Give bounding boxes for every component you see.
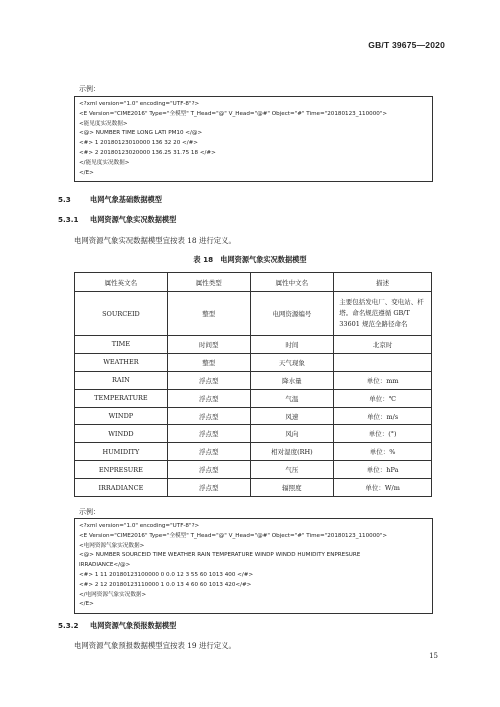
section-heading-5-3-1	[58, 215, 176, 225]
table-row	[75, 479, 432, 497]
xml-example-grid-weather	[74, 518, 433, 614]
example-label: 示例：	[79, 85, 100, 93]
section-title: 电网资源气象预报数据模型	[90, 621, 177, 630]
section-title: 电网资源气象实况数据模型	[90, 215, 177, 224]
table-cell: 风向	[250, 425, 334, 443]
section-heading-5-3	[58, 195, 162, 205]
table-cell: 浮点型	[167, 371, 250, 389]
code-line: <#> 2 12 20180123110000 1 0.0 13 4 60 60 1013 420</#>	[79, 581, 252, 588]
table-cell: 时间型	[167, 336, 250, 354]
paragraph-table18-intro: 电网资源气象实况数据模型宜按表 18 进行定义。	[74, 236, 236, 245]
table-cell: 时间	[250, 336, 334, 354]
table-row	[75, 371, 432, 389]
code-line: </E>	[79, 601, 94, 608]
page-number: 15	[429, 652, 438, 660]
table-cell: 气温	[250, 389, 334, 407]
code-line: <#> 2 20180123020000 136.25 31.75 18 </#>	[79, 149, 216, 156]
code-line: <?xml version="1.0" encoding="UTF-8"?>	[79, 101, 200, 107]
example-label: 示例：	[79, 508, 100, 516]
table-cell: IRRADIANCE	[75, 479, 168, 497]
table-cell: 单位：W/m	[334, 479, 432, 497]
table-cell: 风速	[250, 407, 334, 425]
table-cell: 北京时	[334, 336, 432, 354]
table-cell: 整型	[167, 292, 250, 336]
code-line: <能见度实况数据>	[79, 120, 128, 127]
paragraph-table19-intro: 电网资源气象预报数据模型宜按表 19 进行定义。	[74, 641, 236, 650]
table-cell: 浮点型	[167, 407, 250, 425]
code-line: <#> 1 11 20180123100000 0 0.0 12 3 55 60 1013 400 </#>	[79, 571, 254, 578]
table-cell: HUMIDITY	[75, 443, 168, 461]
table-cell: 相对湿度(RH)	[250, 443, 334, 461]
table-cell: 浮点型	[167, 425, 250, 443]
table-cell: 浮点型	[167, 479, 250, 497]
table-cell: TIME	[75, 336, 168, 354]
table-18	[74, 272, 432, 497]
table-cell: WINDP	[75, 407, 168, 425]
table-cell: 单位：(°)	[334, 425, 432, 443]
section-number: 5.3.1	[58, 215, 79, 224]
table-cell: 气压	[250, 461, 334, 479]
code-line: IRRADIANCE</@>	[79, 562, 131, 569]
code-line: <#> 1 20180123010000 136 32 20 </#>	[79, 140, 198, 147]
section-title: 电网气象基础数据模型	[90, 195, 162, 204]
code-line: </能见度实况数据>	[79, 159, 130, 166]
standard-code: GB/T 39675—2020	[368, 40, 445, 50]
section-number: 5.3.2	[58, 621, 79, 630]
table-cell: 单位：hPa	[334, 461, 432, 479]
table-row	[75, 443, 432, 461]
code-line: <@> NUMBER SOURCEID TIME WEATHER RAIN TEMPERATURE WINDP WINDD HUMIDITY ENPRESURE	[79, 552, 361, 559]
table-cell: 天气现象	[250, 353, 334, 371]
table-cell: TEMPERATURE	[75, 389, 168, 407]
table-cell: 浮点型	[167, 389, 250, 407]
table-cell: 浮点型	[167, 443, 250, 461]
column-header: 属性英文名	[75, 273, 168, 292]
table-cell: 整型	[167, 353, 250, 371]
code-line: </电网资源气象实况数据>	[79, 591, 147, 598]
table-cell: 电网资源编号	[250, 292, 334, 336]
table-cell: RAIN	[75, 371, 168, 389]
table-cell: 单位：m/s	[334, 407, 432, 425]
table-cell: WEATHER	[75, 353, 168, 371]
table-cell: SOURCEID	[75, 292, 168, 336]
table-cell	[334, 353, 432, 371]
section-number: 5.3	[58, 195, 71, 204]
table-row	[75, 336, 432, 354]
column-header: 描述	[334, 273, 432, 292]
table-cell: 单位：%	[334, 443, 432, 461]
table-cell: 单位：mm	[334, 371, 432, 389]
table-cell: 降水量	[250, 371, 334, 389]
table-row	[75, 407, 432, 425]
column-header: 属性中文名	[250, 273, 334, 292]
code-line: <E Version="CIME2016" Type="全模型" T_Head="@" V_Head="@#" Object="#" Time="20180123_110000">	[79, 110, 388, 117]
table-cell: 浮点型	[167, 461, 250, 479]
table-row	[75, 389, 432, 407]
table-cell: 辐照度	[250, 479, 334, 497]
column-header: 属性类型	[167, 273, 250, 292]
code-line: <?xml version="1.0" encoding="UTF-8"?>	[79, 523, 200, 529]
code-line: </E>	[79, 169, 94, 176]
table-header-row	[75, 273, 432, 292]
table-cell: WINDD	[75, 425, 168, 443]
table-row	[75, 292, 432, 336]
table-caption: 表 18 电网资源气象实况数据模型	[193, 255, 307, 264]
code-line: <电网资源气象实况数据>	[79, 542, 145, 549]
code-line: <E Version="CIME2016" Type="全模型" T_Head="@" V_Head="@#" Object="#" Time="20180123_110000">	[79, 532, 388, 539]
table-row	[75, 353, 432, 371]
section-heading-5-3-2	[58, 621, 176, 631]
table-cell: ENPRESURE	[75, 461, 168, 479]
xml-example-visibility	[74, 96, 433, 182]
table-row	[75, 461, 432, 479]
code-line: <@> NUMBER TIME LONG LATI PM10 </@>	[79, 130, 203, 137]
table-row	[75, 425, 432, 443]
table-cell: 单位：℃	[334, 389, 432, 407]
table-cell: 主要包括发电厂、变电站、杆塔。命名规范遵循 GB/T 33601 规范全路径命名	[334, 292, 432, 336]
